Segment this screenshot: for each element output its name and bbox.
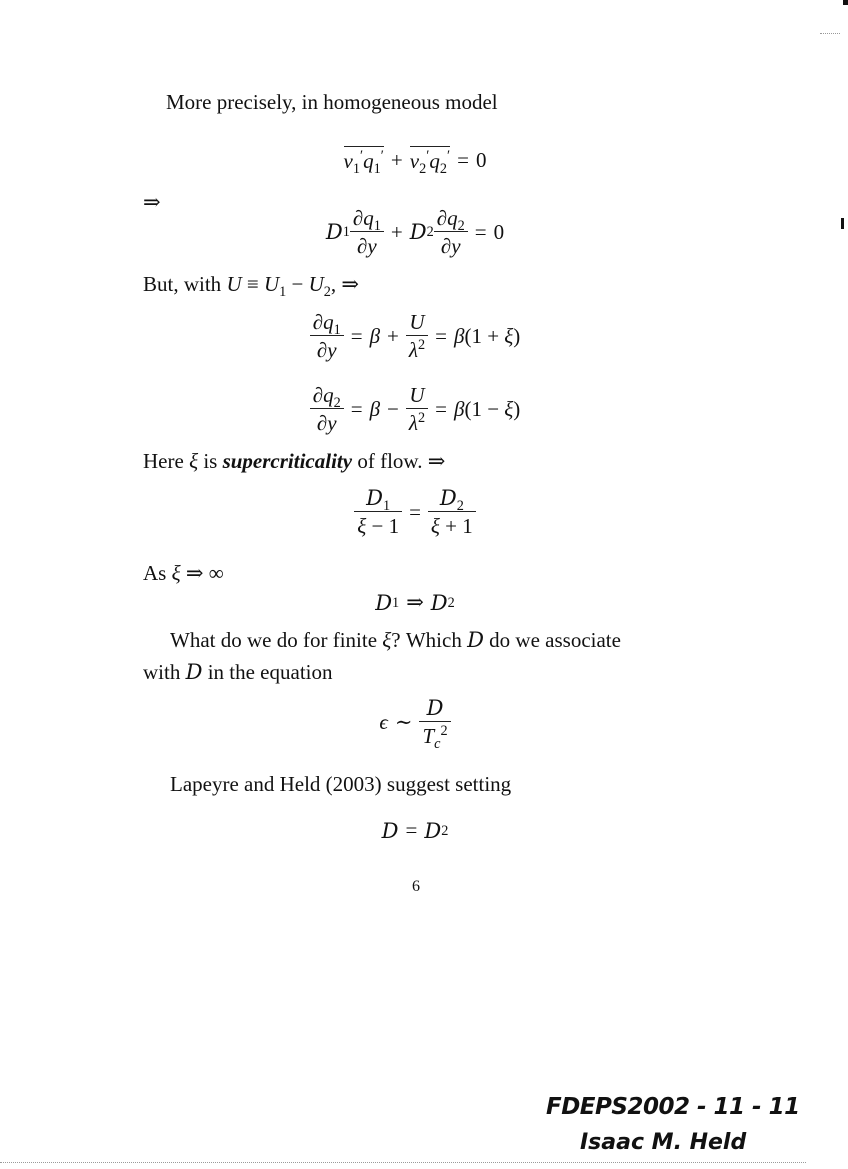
equation-flux-balance: $v_1'q_1'$ + $v_2'q_2'$ = 0 [343,147,487,178]
equation-diffusivity-balance: D 1 $\frac{\partial q_1}{\partial y}$ + D 2 $\frac{\partial q_2}{\partial y}$ = 0 [325,206,505,259]
page-number: 6 [412,878,420,895]
equation-gradient-upper: $\frac{\partial q_1}{\partial y}$ = β + $\frac{U}{\lambda^2}$ = β(1 + ξ) [285,310,545,362]
paragraph-lapeyre-held: Lapeyre and Held (2003) suggest setting [170,772,512,796]
equation-limit-equal: D 1 ⇒ D 2 [375,590,455,615]
paragraph-question: What do we do for finite ξ? Which D do we associate [170,628,621,652]
paragraph-but-with: But, with $U \equiv U_1 - U_2$, ⇒ [143,272,360,301]
scan-dots [820,33,840,34]
scan-bottom-edge [0,1162,806,1163]
equation-growth-rate: ϵ ∼ $\frac{D}{T_c^2}$ [360,696,470,748]
signature-author: Isaac M. Held [580,1130,747,1155]
signature-event-code: FDEPS2002 - 11 - 11 [546,1094,800,1120]
equation-gradient-lower: $\frac{\partial q_2}{\partial y}$ = β − $\frac{U}{\lambda^2}$ = β(1 − ξ) [285,383,545,435]
equation-diffusivity-choice: D = D 2 [381,818,449,843]
paragraph-question-cont: with D in the equation [143,660,333,684]
implies-arrow: ⇒ [143,190,161,214]
paragraph-limit: As ξ ⇒ ∞ [143,561,224,585]
scan-tick-mark [841,218,844,229]
scan-corner-mark [843,0,848,5]
equation-diffusivity-ratio: $\frac{D_1}{\xi - 1}$ = $\frac{D_2}{\xi + 1}$ [330,486,500,538]
paragraph-intro: More precisely, in homogeneous model [166,90,498,114]
paragraph-supercriticality: Here ξ is supercriticality of flow. ⇒ [143,449,446,473]
